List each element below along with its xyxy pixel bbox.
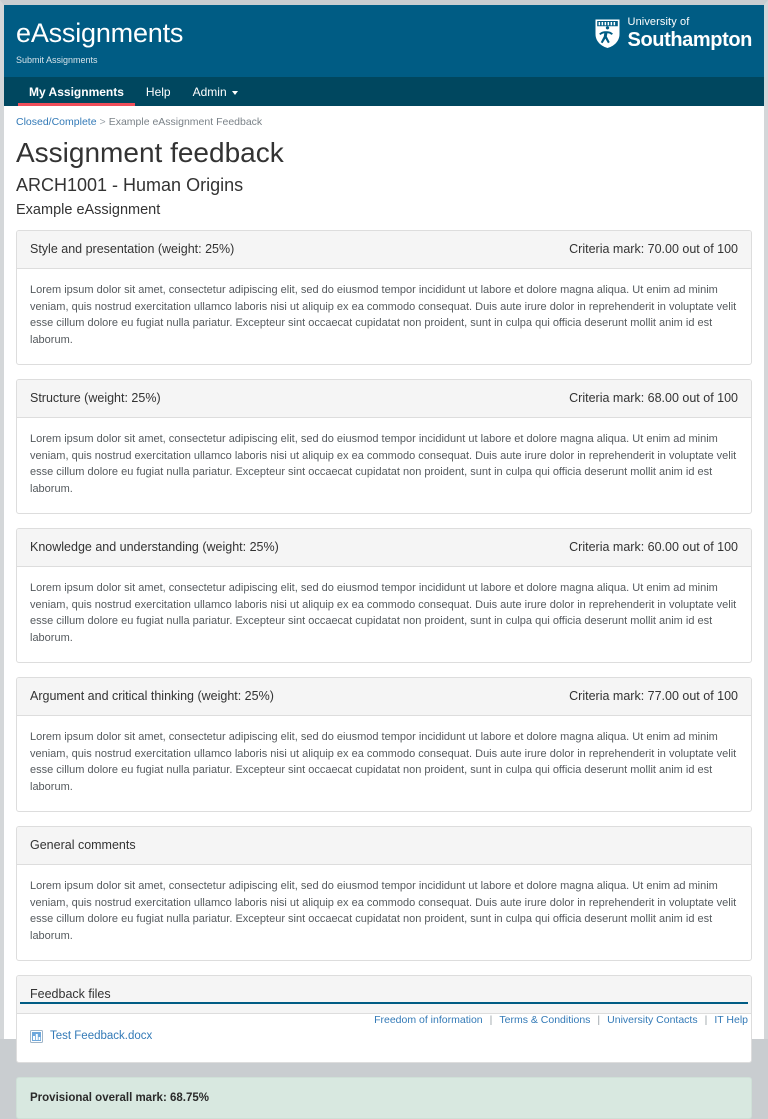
criterion-panel-body: [17, 269, 751, 364]
criterion-title: Style and presentation (weight: 25%): [30, 242, 235, 256]
nav-item-label: Help: [145, 84, 171, 99]
footer-links: [20, 1013, 748, 1039]
criterion-panel-body: [17, 567, 751, 662]
footer-link-divider: |: [704, 1014, 708, 1026]
footer-link-divider: |: [597, 1014, 601, 1026]
criterion-panel-heading: [17, 231, 751, 269]
footer-link-university-contacts[interactable]: University Contacts: [607, 1014, 698, 1026]
criterion-title: Knowledge and understanding (weight: 25%): [30, 540, 279, 554]
page-title: Assignment feedback: [16, 137, 284, 168]
criterion-title: Structure (weight: 25%): [30, 391, 161, 405]
general-comments-heading: [17, 827, 751, 865]
criterion-feedback-text: Lorem ipsum dolor sit amet, consectetur adipiscing elit, sed do eiusmod tempor incididunt ut labore et dolore magna aliqua. Ut enim ad minim veniam, quis nostrud exercitation ullamco laboris nisi ut aliquip ex ea commodo consequat. Duis aute irure dolor in reprehenderit in voluptate velit esse cillum dolore eu fugiat nulla pariatur. Excepteur sint occaecat cupidatat non proident, sunt in culpa qui officia deserunt mollit anim id est laborum.: [30, 284, 737, 346]
breadcrumb-separator: >: [99, 116, 106, 128]
criterion-mark: Criteria mark: 68.00 out of 100: [569, 391, 738, 405]
breadcrumb-current: Example eAssignment Feedback: [108, 116, 263, 128]
nav-item-label: My Assignments: [29, 84, 124, 99]
university-crest-icon: [594, 18, 621, 49]
university-logo-line1: University of: [627, 16, 690, 28]
university-logo-line2: Southampton: [627, 29, 752, 51]
criterion-panel: [16, 528, 752, 663]
module-title: ARCH1001 - Human Origins: [16, 175, 244, 195]
criterion-panel-heading: [17, 380, 751, 418]
brand-subtitle: Submit Assignments: [16, 55, 98, 65]
criterion-panel-body: [17, 418, 751, 513]
criterion-panel: [16, 230, 752, 365]
chevron-down-icon: [232, 91, 238, 95]
breadcrumb-link-closed-complete[interactable]: Closed/Complete: [16, 116, 97, 128]
university-logo[interactable]: [594, 17, 752, 50]
criterion-mark: Criteria mark: 60.00 out of 100: [569, 540, 738, 554]
criterion-feedback-text: Lorem ipsum dolor sit amet, consectetur adipiscing elit, sed do eiusmod tempor incididunt ut labore et dolore magna aliqua. Ut enim ad minim veniam, quis nostrud exercitation ullamco laboris nisi ut aliquip ex ea commodo consequat. Duis aute irure dolor in reprehenderit in voluptate velit esse cillum dolore eu fugiat nulla pariatur. Excepteur sint occaecat cupidatat non proident, sunt in culpa qui officia deserunt mollit anim id est laborum.: [30, 433, 737, 495]
brand-title: eAssignments: [16, 18, 184, 48]
criterion-panel-heading: [17, 529, 751, 567]
university-wordmark: [628, 17, 752, 50]
criterion-feedback-text: Lorem ipsum dolor sit amet, consectetur adipiscing elit, sed do eiusmod tempor incididunt ut labore et dolore magna aliqua. Ut enim ad minim veniam, quis nostrud exercitation ullamco laboris nisi ut aliquip ex ea commodo consequat. Duis aute irure dolor in reprehenderit in voluptate velit esse cillum dolore eu fugiat nulla pariatur. Excepteur sint occaecat cupidatat non proident, sunt in culpa qui officia deserunt mollit anim id est laborum.: [30, 582, 737, 644]
site-footer: [8, 1002, 760, 1039]
general-comments-text: Lorem ipsum dolor sit amet, consectetur adipiscing elit, sed do eiusmod tempor incididunt ut labore et dolore magna aliqua. Ut enim ad minim veniam, quis nostrud exercitation ullamco laboris nisi ut aliquip ex ea commodo consequat. Duis aute irure dolor in reprehenderit in voluptate velit esse cillum dolore eu fugiat nulla pariatur. Excepteur sint occaecat cupidatat non proident, sunt in culpa qui officia deserunt mollit anim id est laborum.: [30, 880, 737, 942]
general-comments-title: General comments: [30, 838, 136, 852]
footer-link-divider: |: [489, 1014, 493, 1026]
breadcrumb: [16, 115, 752, 129]
criterion-panel-heading: [17, 678, 751, 716]
footer-link-freedom-of-information[interactable]: Freedom of information: [374, 1014, 483, 1026]
general-comments-body: [17, 865, 751, 960]
provisional-overall-mark-banner: Provisional overall mark: 68.75%: [16, 1077, 752, 1119]
nav-item-admin[interactable]: [182, 77, 249, 106]
criterion-title: Argument and critical thinking (weight: 25%): [30, 689, 274, 703]
main-content: [4, 106, 764, 1119]
main-navigation: [4, 77, 764, 106]
criterion-panel: [16, 677, 752, 812]
criterion-mark: Criteria mark: 77.00 out of 100: [569, 689, 738, 703]
footer-link-it-help[interactable]: IT Help: [714, 1014, 748, 1026]
assignment-title: Example eAssignment: [16, 202, 161, 218]
criterion-feedback-text: Lorem ipsum dolor sit amet, consectetur adipiscing elit, sed do eiusmod tempor incididunt ut labore et dolore magna aliqua. Ut enim ad minim veniam, quis nostrud exercitation ullamco laboris nisi ut aliquip ex ea commodo consequat. Duis aute irure dolor in reprehenderit in voluptate velit esse cillum dolore eu fugiat nulla pariatur. Excepteur sint occaecat cupidatat non proident, sunt in culpa qui officia deserunt mollit anim id est laborum.: [30, 731, 737, 793]
criterion-mark: Criteria mark: 70.00 out of 100: [569, 242, 738, 256]
footer-divider: [20, 1002, 748, 1004]
general-comments-panel: [16, 826, 752, 961]
criterion-panel: [16, 379, 752, 514]
site-header: [4, 5, 764, 77]
feedback-files-title: Feedback files: [30, 987, 111, 1001]
footer-link-terms-and-conditions[interactable]: Terms & Conditions: [499, 1014, 591, 1026]
nav-item-my-assignments[interactable]: [18, 77, 135, 106]
criterion-panel-body: [17, 716, 751, 811]
feedback-file-link[interactable]: Test Feedback.docx: [50, 1030, 153, 1042]
nav-item-help[interactable]: [135, 77, 182, 106]
nav-item-label: Admin: [192, 84, 227, 99]
